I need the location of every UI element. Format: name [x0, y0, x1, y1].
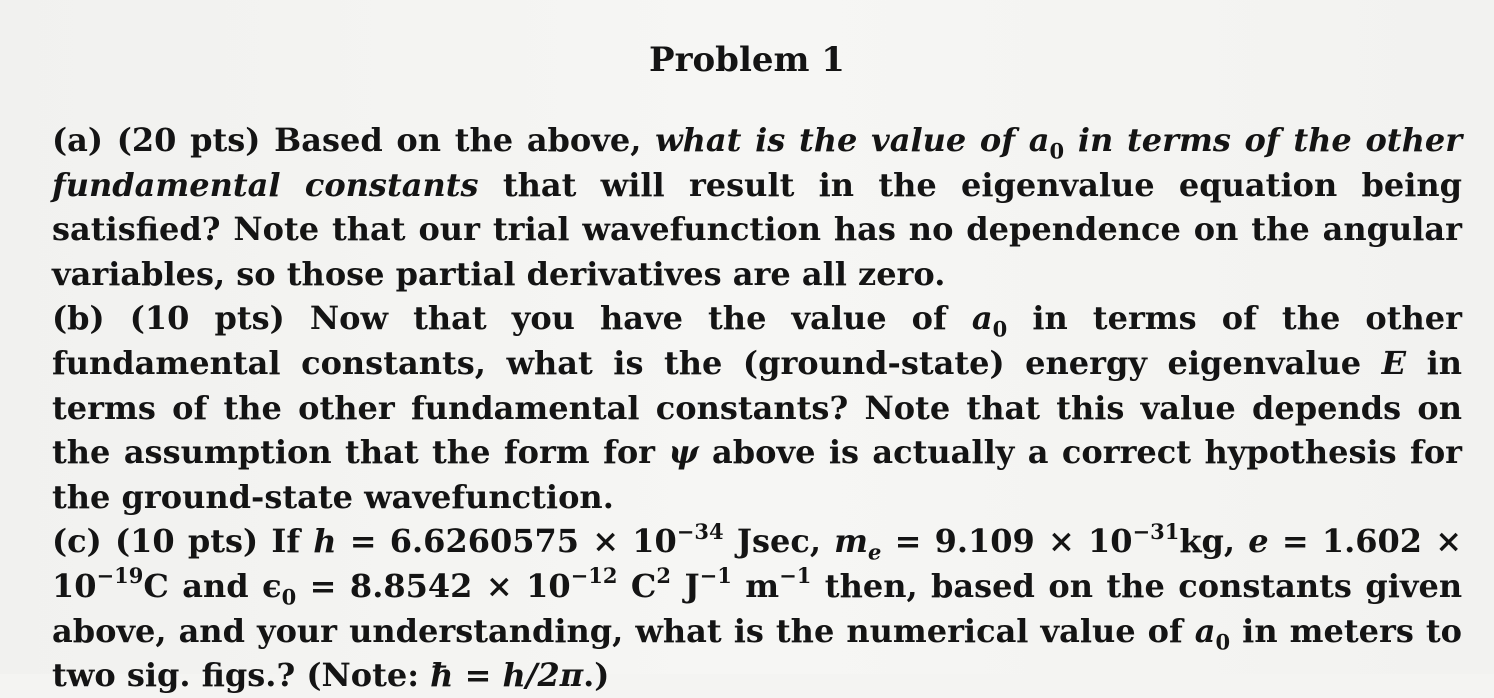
part-c-text-2: then, based on the constants given above, and your understanding, what is the numerical value of — [52, 566, 1463, 650]
permittivity-value: = 8.8542 × 10 — [309, 566, 571, 605]
part-a-question-2: in terms of the other fundamental constants — [52, 121, 1463, 204]
permittivity-symbol: ϵ — [262, 566, 282, 605]
problem-body — [52, 118, 1462, 698]
part-c-points: (10 pts) — [114, 522, 259, 561]
permittivity-unit-j-exp: −1 — [699, 563, 732, 589]
part-c-label: (c) — [52, 522, 102, 561]
part-b-points: (10 pts) — [129, 299, 285, 338]
part-a-label: (a) — [52, 121, 104, 159]
part-a-intro: Based on the above, — [274, 121, 642, 159]
charge-value: = 1.602 × 10 — [52, 522, 1463, 605]
part-c-text-4: .) — [583, 656, 610, 695]
part-a — [52, 118, 1462, 296]
permittivity-unit-c: C — [630, 566, 657, 605]
part-b-subscript: 0 — [992, 316, 1008, 342]
planck-value: = 6.6260575 × 10 — [349, 522, 677, 561]
planck-exponent: −34 — [676, 518, 724, 544]
permittivity-unit-c-exp: 2 — [656, 563, 671, 589]
part-b-a0: a — [971, 299, 993, 338]
electron-mass-unit: kg, — [1179, 522, 1236, 561]
part-b-text-3: in terms of the other fundamental constants? Note that this value depends on the assumption that the form for — [52, 343, 1463, 472]
part-b-text-2: in terms of the other fundamental constants, what is the (ground-state) energy eigenvalue — [52, 299, 1463, 382]
hbar-relation: ħ = h/2π — [430, 656, 584, 695]
part-b — [52, 296, 1462, 519]
part-a-points: (20 pts) — [116, 121, 261, 159]
charge-symbol: e — [1248, 522, 1269, 561]
permittivity-unit-m: m — [745, 566, 780, 605]
permittivity-unit-j: J — [684, 566, 700, 605]
part-b-text-4: above is actually a correct hypothesis for the ground-state wavefunction. — [52, 433, 1463, 516]
part-c-a0: a — [1194, 611, 1216, 650]
part-c-subscript: 0 — [1215, 628, 1231, 654]
charge-exponent: −19 — [96, 563, 144, 589]
permittivity-subscript: 0 — [281, 584, 297, 610]
part-c — [52, 519, 1462, 697]
part-a-subscript: 0 — [1049, 138, 1065, 164]
charge-unit: C and — [143, 566, 249, 605]
planck-unit: Jsec, — [736, 522, 821, 561]
permittivity-exponent: −12 — [570, 563, 618, 589]
electron-mass-value: = 9.109 × 10 — [894, 522, 1133, 561]
part-c-text-3: in meters to two sig. figs.? (Note: — [52, 611, 1463, 695]
part-c-text-1: If — [271, 522, 301, 561]
part-a-rest: that will result in the eigenvalue equation being satisfied? Note that our trial wavefunction has no dependence on the angular variables, so those partial derivatives are all zero. — [52, 165, 1463, 293]
part-b-label: (b) — [52, 299, 105, 338]
electron-mass-symbol: m — [834, 522, 869, 561]
problem-title: Problem 1 — [649, 40, 845, 80]
electron-mass-subscript: e — [868, 539, 882, 565]
planck-symbol: h — [313, 522, 337, 561]
electron-mass-exponent: −31 — [1132, 518, 1180, 544]
part-b-E: E — [1381, 343, 1407, 382]
permittivity-unit-m-exp: −1 — [779, 563, 812, 589]
part-b-text-1: Now that you have the value of — [309, 299, 947, 338]
part-a-question: what is the value of a — [655, 121, 1050, 159]
part-b-psi: ψ — [668, 433, 699, 472]
